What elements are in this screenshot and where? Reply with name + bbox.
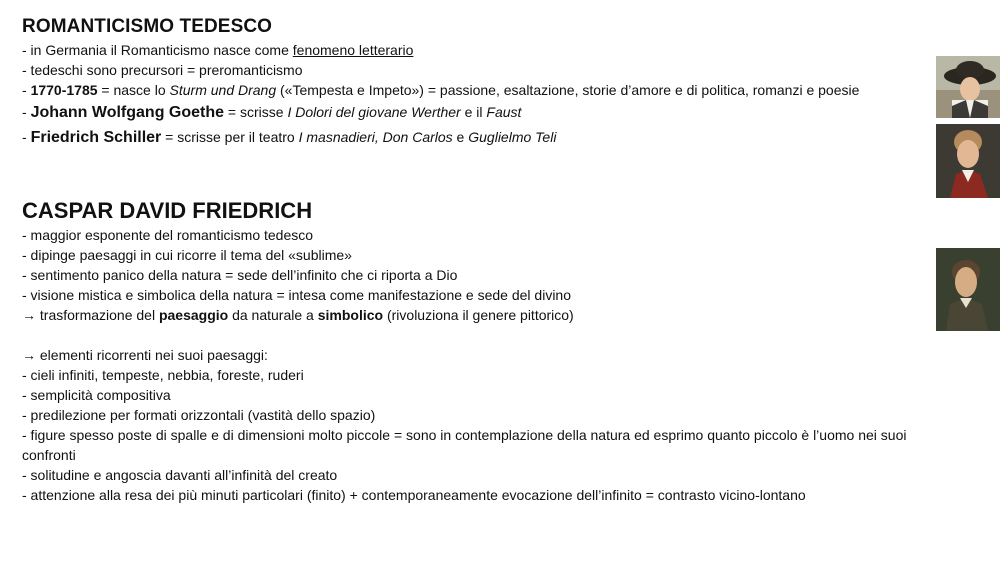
bullet-goethe [22,100,927,125]
bullet-text: = scrisse per il teatro [161,129,299,145]
section-spacer [22,150,927,197]
bullet-text: - in Germania il Romanticismo nasce come [22,42,293,58]
keyword-paesaggio: paesaggio [158,307,229,323]
keyword-simbolico: simbolico [317,307,384,323]
bullet-text: (rivoluziona il genere pittorico) [383,307,574,323]
friedrich-portrait-image [936,248,1000,331]
element-item-5: - solitudine e angoscia davanti all’infinità del creato [22,467,338,483]
element-item-6: - attenzione alla resa dei più minuti particolari (finito) + contemporaneamente evocazione dell’infinito = contrasto vicino-lontano [22,487,806,503]
bullet-dash: - [22,129,31,145]
slide-text-column [22,14,927,505]
bullet-dash: - [22,82,31,98]
goethe-portrait-image [936,56,1000,118]
bullet-sturm-und-drang [22,80,927,100]
work-title: Guglielmo Teli [468,129,557,145]
element-item-3: - predilezione per formati orizzontali (vastità dello spazio) [22,407,376,423]
arrow-right-icon: → [22,307,36,323]
movement-name: Sturm und Drang [169,82,277,98]
paragraph-spacer [22,325,927,345]
bullet-friedrich-1: - maggior esponente del romanticismo tedesco [22,227,314,243]
bullet-schiller [22,125,927,150]
years-label: 1770-1785 [30,82,98,98]
section-title-friedrich: CASPAR DAVID FRIEDRICH [22,198,313,223]
schiller-portrait-image [936,124,1000,198]
bullet-precursori: - tedeschi sono precursori = preromanticismo [22,62,303,78]
bullet-text: trasformazione del [36,307,159,323]
work-title: Faust [486,104,522,120]
bullet-friedrich-3: - sentimento panico della natura = sede dell’infinito che ci riporta a Dio [22,267,458,283]
elements-intro [22,345,927,365]
author-name-schiller: Friedrich Schiller [30,129,162,146]
author-name-goethe: Johann Wolfgang Goethe [30,104,225,121]
arrow-bullet-paesaggio [22,305,927,325]
element-item-2: - semplicità compositiva [22,387,171,403]
element-item-4: - figure spesso poste di spalle e di dimensioni molto piccole = sono in contemplazione della natura ed esprimo quanto piccolo è l’uomo nei suoi confronti [22,427,907,463]
bullet-text: = scrisse [224,104,288,120]
bullet-text: («Tempesta e Impeto») = passione, esaltazione, storie d’amore e di politica, romanzi e poesie [276,82,860,98]
bullet-text: e il [460,104,487,120]
bullet-text: e [452,129,469,145]
bullet-text: = nasce lo [97,82,170,98]
work-title: I Dolori del giovane Werther [287,104,461,120]
section-title-romanticismo: ROMANTICISMO TEDESCO [22,16,273,37]
bullet-germania [22,40,927,60]
bullet-friedrich-2: - dipinge paesaggi in cui ricorre il tema del «sublime» [22,247,352,263]
bullet-friedrich-4: - visione mistica e simbolica della natura = intesa come manifestazione e sede del divino [22,287,572,303]
arrow-right-icon: → [22,347,36,363]
work-title: I masnadieri, Don Carlos [298,129,453,145]
bullet-dash: - [22,104,31,120]
bullet-text: elementi ricorrenti nei suoi paesaggi: [36,347,268,363]
element-item-1: - cieli infiniti, tempeste, nebbia, foreste, ruderi [22,367,304,383]
underlined-phrase: fenomeno letterario [292,42,414,58]
bullet-text: da naturale a [228,307,318,323]
